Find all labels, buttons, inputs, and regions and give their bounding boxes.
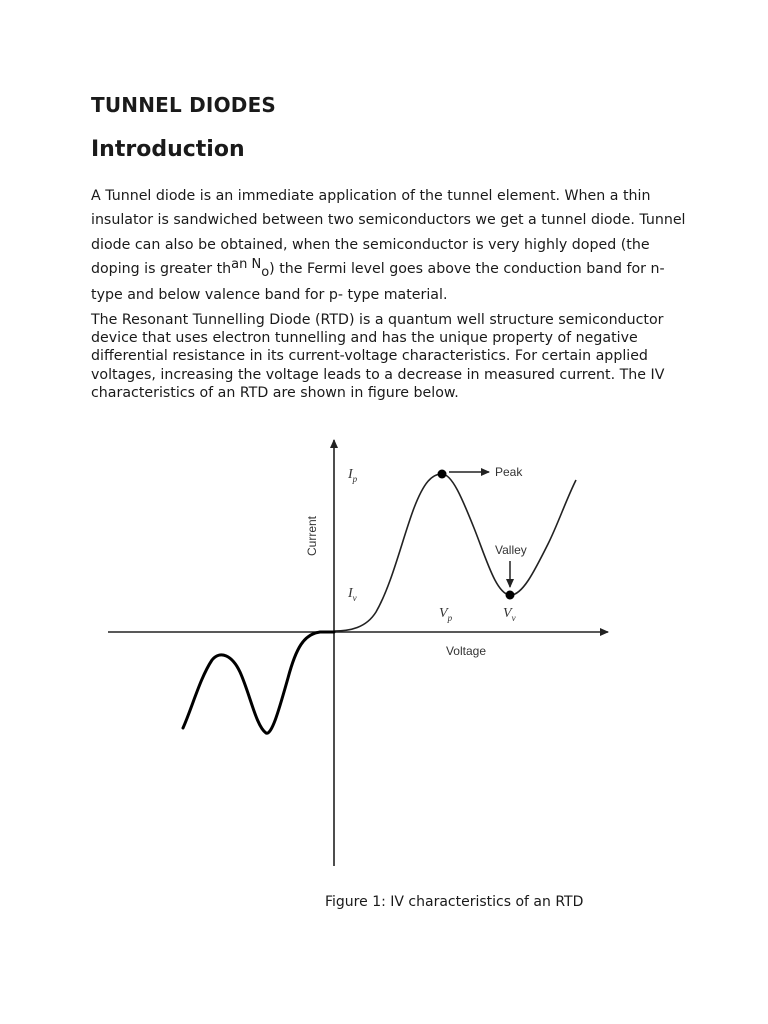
valley-label: Valley [495, 543, 527, 557]
vv-label: $V_v$ [503, 606, 516, 623]
intro-paragraph [91, 184, 691, 307]
y-axis-label: Current [305, 515, 319, 557]
section-heading: Introduction [91, 137, 245, 162]
iv-label: $I_v$ [348, 586, 357, 603]
intro-text-start: A Tunnel diode is an immediate application of the tunnel element. When a thin insulator is sandwiched between two semiconductors we get a tunnel diode. Tunnel diode can also be obtained, when the semiconductor is very highly doped (the doping is greater th [91, 188, 686, 278]
figure-caption: Figure 1: IV characteristics of an RTD [325, 894, 584, 910]
intro-text-end: ) the Fermi level goes above the conduction band for n-type and below valence band for p- type material. [91, 261, 665, 303]
iv-characteristics-figure [0, 420, 768, 880]
rtd-paragraph: The Resonant Tunnelling Diode (RTD) is a quantum well structure semiconductor device that uses electron tunnelling and has the unique property of negative differential resistance in its current-voltage characteristics. For certain applied voltages, increasing the voltage leads to a decrease in measured current. The IV characteristics of an RTD are shown in figure below. [91, 312, 665, 401]
x-axis-label: Voltage [445, 644, 487, 658]
intro-superscript: an N [231, 257, 262, 273]
document-title: TUNNEL DIODES [91, 93, 277, 117]
vp-label: $V_p$ [439, 606, 453, 623]
peak-point [438, 470, 447, 479]
hand-drawn-curve [183, 632, 334, 733]
intro-subscript: o [261, 265, 270, 281]
ip-label: $I_p$ [348, 467, 358, 484]
peak-label: Peak [495, 465, 523, 479]
valley-point [506, 591, 515, 600]
iv-curve [334, 474, 576, 631]
